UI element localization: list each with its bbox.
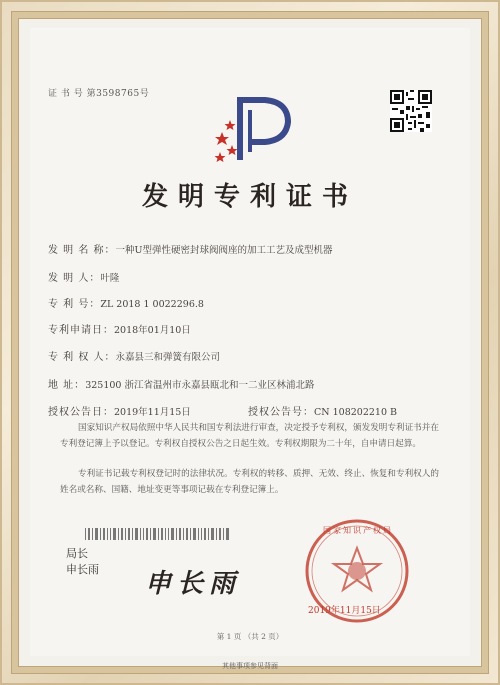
patent-office-logo-icon <box>210 90 300 170</box>
field-label: 授权公告日： <box>48 407 114 418</box>
field-grant-date <box>48 400 191 419</box>
field-value: 2018年01月10日 <box>114 325 191 336</box>
qr-code-icon <box>390 90 432 132</box>
field-label: 专利申请日： <box>48 325 114 336</box>
signature-text: 申长雨 <box>145 569 242 599</box>
certificate-title: 发明专利证书 <box>141 182 358 212</box>
barcode-icon <box>85 528 230 540</box>
field-value: ZL 2018 1 0022296.8 <box>100 299 204 310</box>
field-patentee <box>48 345 220 364</box>
seal-text: 国家知识产权局 <box>323 526 393 535</box>
field-label: 发 明 人： <box>48 273 101 284</box>
certificate-number-label: 证 书 号 <box>48 89 84 99</box>
field-label: 专 利 号： <box>48 299 101 310</box>
field-value: 325100 浙江省温州市永嘉县瓯北和一二业区林浦北路 <box>85 380 315 391</box>
seal-date: 2019年11月15日 <box>308 606 381 616</box>
director-name: 申长雨 <box>66 563 99 576</box>
certificate-number-value: 第3598765号 <box>86 89 150 99</box>
footer-note: 其他事项参见背面 <box>222 662 278 670</box>
director-title: 局长 <box>66 547 88 560</box>
field-value: 2019年11月15日 <box>114 407 191 418</box>
field-value: 叶隆 <box>100 273 120 284</box>
field-label: 发 明 名 称： <box>48 245 116 256</box>
field-patent-number <box>48 292 204 311</box>
field-label: 授权公告号： <box>248 407 314 418</box>
field-address <box>48 373 314 392</box>
field-value: 永嘉县三和弹簧有限公司 <box>115 352 221 363</box>
field-label: 专 利 权 人： <box>48 352 116 363</box>
field-invention-name <box>48 238 333 257</box>
director-signature <box>145 563 241 600</box>
page-number: 第 1 页 （共 2 页） <box>216 632 284 641</box>
field-application-date <box>48 318 191 337</box>
notice-paragraph-1: 国家知识产权局依照中华人民共和国专利法进行审查，决定授予专利权，颁发发明专利证书并在专利登记簿上予以登记。专利权自授权公告之日起生效。专利权期限为二十年，自申请日起算。 <box>60 423 439 449</box>
certificate-number <box>48 86 149 99</box>
field-value: 一种U型弹性硬密封球阀阀座的加工工艺及成型机器 <box>115 245 333 256</box>
field-inventor <box>48 266 119 285</box>
certificate-paper <box>30 28 470 656</box>
field-grant-number <box>248 400 397 419</box>
field-value: CN 108202210 B <box>314 407 397 418</box>
notice-paragraph-2: 专利证书记载专利权登记时的法律状况。专利权的转移、质押、无效、终止、恢复和专利权人的姓名或名称、国籍、地址变更等事项记载在专利登记簿上。 <box>60 469 439 495</box>
field-label: 地 址： <box>48 380 86 391</box>
